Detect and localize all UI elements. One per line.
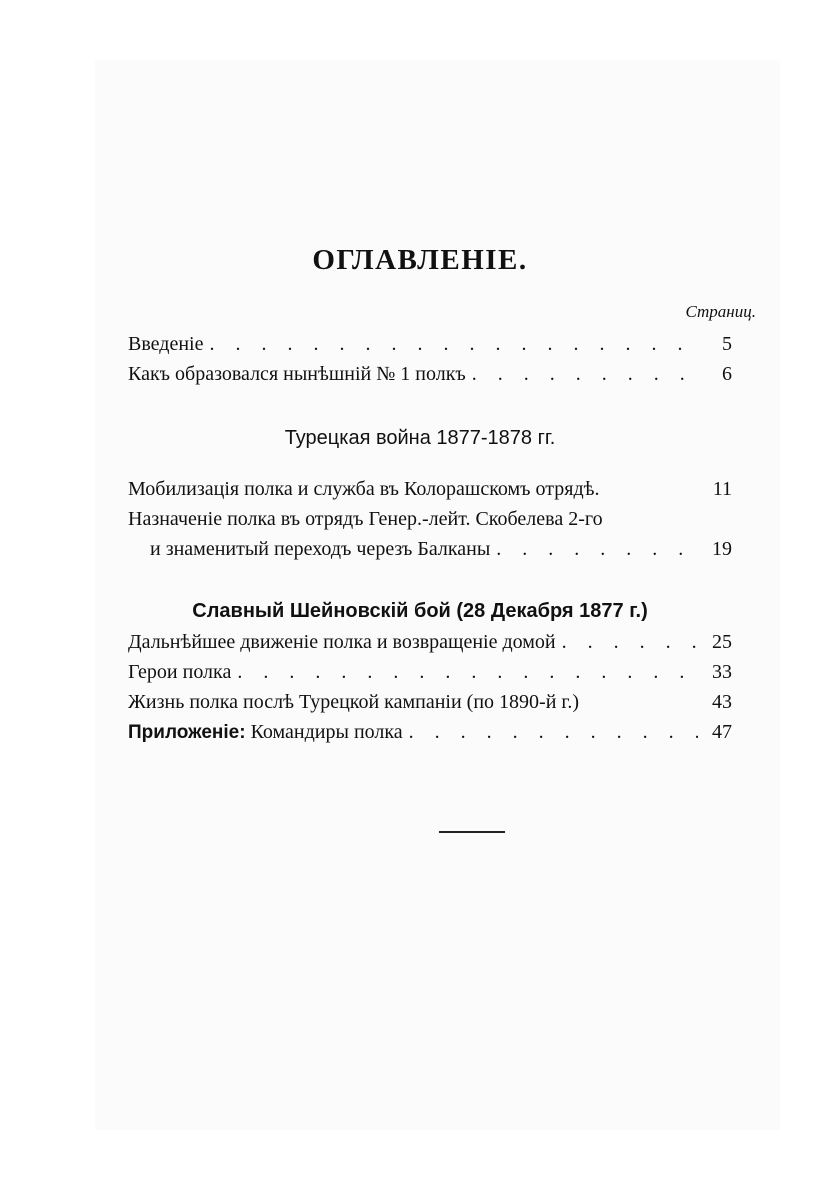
toc-entry-title: и знаменитый переходъ черезъ Балканы — [150, 538, 491, 560]
toc-entry-page: 5 — [722, 333, 732, 355]
toc-entry-title: Мобилизація полка и служба въ Колорашскомъ отрядѣ. — [128, 478, 600, 500]
section-heading-sheinovo-battle: Славный Шейновскій бой (28 Декабря 1877 г.) — [192, 600, 648, 622]
toc-entry-mobilization[interactable] — [128, 478, 732, 506]
dot-leader — [466, 363, 698, 386]
toc-entry-page: 25 — [712, 631, 732, 653]
toc-entry-regiment-formation[interactable] — [128, 363, 732, 391]
toc-entry-page: 43 — [712, 691, 732, 713]
dot-leader — [203, 333, 698, 356]
dot-leader — [556, 631, 698, 654]
toc-entry-life-after-campaign[interactable] — [128, 691, 732, 719]
toc-entry-title: Жизнь полка послѣ Турецкой кампаніи (по 1890-й г.) — [128, 691, 580, 713]
appendix-title: Командиры полка — [245, 721, 403, 743]
toc-entry-title: Введеніе — [128, 333, 204, 355]
toc-entry-balkan-crossing[interactable] — [150, 538, 732, 566]
appendix-label: Приложеніе: — [128, 722, 246, 743]
toc-entry-page: 33 — [712, 661, 732, 683]
section-heading-turkish-war: Турецкая война 1877-1878 гг. — [284, 427, 556, 449]
toc-entry-title: Дальнѣйшее движеніе полка и возвращеніе домой — [128, 631, 556, 653]
toc-entry-title — [128, 721, 403, 744]
dot-leader — [231, 661, 698, 684]
toc-entry-page: 6 — [722, 363, 732, 385]
toc-entry-heroes[interactable] — [128, 661, 732, 689]
toc-entry-further-movement[interactable] — [128, 631, 732, 659]
toc-entry-introduction[interactable] — [128, 333, 732, 361]
page-sheet — [95, 60, 780, 1130]
toc-entry-skobelev-assignment[interactable] — [128, 508, 732, 536]
toc-entry-title: Какъ образовался нынѣшній № 1 полкъ — [128, 363, 466, 385]
dot-leader — [490, 538, 698, 561]
toc-entry-title: Герои полка — [128, 661, 232, 683]
page-title: ОГЛАВЛЕНІЕ. — [312, 244, 528, 276]
toc-entry-page: 47 — [712, 721, 732, 743]
toc-entry-title: Назначеніе полка въ отрядъ Генер.-лейт. Скобелева 2-го — [128, 508, 603, 530]
toc-entry-appendix[interactable] — [128, 721, 732, 749]
toc-entry-page: 19 — [712, 538, 732, 560]
closing-rule — [439, 831, 505, 833]
dot-leader — [403, 721, 698, 744]
toc-entry-page: 11 — [712, 478, 732, 500]
pages-column-header: Страниц. — [685, 302, 756, 321]
